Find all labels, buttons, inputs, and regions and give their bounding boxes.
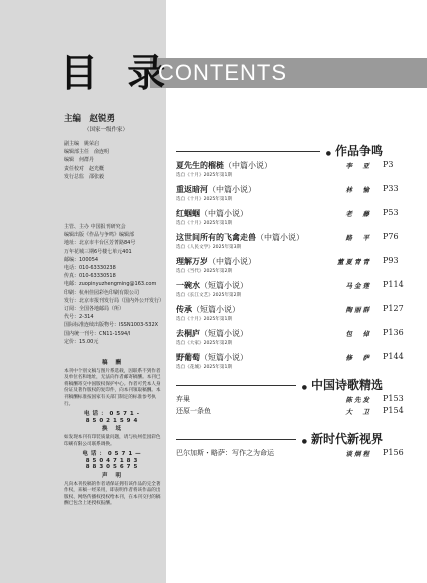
section-title-text: 新时代新视界 [310,432,383,446]
publication-line: 国内统一刊号：CN11-1594/I [64,330,131,337]
entry-title [176,328,248,339]
section-title [296,376,383,393]
entry-title [176,406,211,416]
publication-line: 邮编：100054 [64,256,99,263]
section-new-era [176,430,427,460]
entry-genre: （中篇小说） [224,161,272,170]
credit-line: 发行总监 邵张毅 [64,173,105,180]
toc-entry[interactable] [176,232,427,256]
entry-page-number: P156 [383,448,404,457]
toc-entry[interactable] [176,256,427,280]
toc-entry[interactable] [176,406,427,418]
staff-credits [64,140,109,181]
entry-source: 选自《十月》2025年第1期 [176,221,232,226]
notices [64,360,162,511]
entry-title-text: 去桐庐 [176,329,200,338]
page-title-english: CONTENTS [158,60,287,85]
section-title-text: 作品争鸣 [334,144,383,158]
entry-title-text: 红蝈蝈 [176,209,200,218]
entry-title [176,160,272,171]
entry-title-text: 重返暗河 [176,185,208,194]
chief-editor: 主编 赵锐勇 [64,114,116,124]
entry-author: 老 藤 [345,210,371,218]
entry-source: 选自《十月》2025年第1期 [176,317,232,322]
bullet-dot-icon: ● [301,384,307,391]
entry-title [176,184,256,195]
entry-page-number: P153 [383,394,404,403]
entry-title [176,208,248,219]
toc-entry[interactable] [176,208,427,232]
toc-entry[interactable] [176,352,427,376]
entry-title [176,352,248,363]
entry-page-number: P127 [383,304,404,313]
toc-entry[interactable] [176,160,427,184]
publication-line: 印刷：杭州佳园彩色印刷有限公司 [64,289,140,296]
entry-author: 大 卫 [345,408,371,416]
entry-title-text: 巴尔加斯・略萨：写作之为命运 [176,449,274,457]
section-header [176,376,427,394]
entry-title [176,394,190,404]
entry-author: 陶丽群 [345,306,371,314]
entry-title-text: 野葡萄 [176,353,200,362]
section-header [176,142,427,160]
entry-author: 马金莲 [345,282,371,290]
entry-page-number: P33 [383,184,399,193]
entry-genre: （中篇小说） [208,257,256,266]
credit-line: 编辑部主任 俞连明 [64,149,110,156]
entry-page-number: P154 [383,406,404,415]
entry-genre: （短篇小说） [200,329,248,338]
entry-genre: （中篇小说） [200,209,248,218]
publication-line: 万年花城三期6号楼七单元401 [64,248,132,255]
entry-author: 董夏青青 [337,258,371,266]
toc-entry[interactable] [176,448,427,460]
entry-page-number: P114 [383,280,404,289]
section-header [176,430,427,448]
entry-genre: （短篇小说） [200,281,248,290]
entry-author: 李 亚 [345,162,371,170]
entry-source: 选自《当代》2025年第2期 [176,269,232,274]
entry-title-text: 理解万岁 [176,257,208,266]
entry-title-text: 传承 [176,305,192,314]
entry-author: 修 萨 [345,354,371,362]
entry-source: 选自《花城》2025年第1期 [176,365,232,370]
entry-title-text: 这世间所有的飞禽走兽 [176,233,256,242]
entry-author: 林 愉 [345,186,371,194]
entry-title [176,232,304,243]
entry-genre: （中篇小说） [208,185,256,194]
notice-title: 电话：0571—85047183 88305675 [82,451,144,471]
entry-title-text: 夏先生的榴梿 [176,161,224,170]
entry-title-text: 一碗水 [176,281,200,290]
entry-source: 选自《长江文艺》2025年第2期 [176,293,242,298]
publication-line: 地址：北京市丰台区芳菁路84号 [64,240,136,247]
toc-entry[interactable] [176,304,427,328]
entry-author: 谈炯程 [345,450,371,458]
entry-title-text: 弃巢 [176,395,190,403]
toc-entry[interactable] [176,394,427,406]
notice-title: 换 坻 [102,426,124,433]
notice-text: 如发现本刊有印装质量问题，请与杭州佳园彩色印刷有限公司联系调换。 [64,434,161,447]
section-title [320,142,383,159]
toc-entry[interactable] [176,184,427,208]
publication-line: 电邮：zuopinyuzhengming@163.com [64,281,157,288]
entry-page-number: P53 [383,208,399,217]
toc-entry[interactable] [176,280,427,304]
notice-text: 凡向本刊投稿的作者请保证拥有该作品的完全著作权，来稿一经采用，即表明作者将该作品的出版权、网络传播权授权给本刊，在本刊交付的稿酬已包含上述授权报酬。 [64,481,161,507]
credit-line: 责任校对 赵光概 [64,165,105,172]
entry-author: 包 倬 [345,330,371,338]
section-chinese-poetry [176,376,427,418]
entry-source: 选自《十月》2025年第1期 [176,197,232,202]
notice-title: 声 明 [102,472,124,479]
section-title-text: 中国诗歌精选 [310,378,383,392]
publication-line: 订阅：全国各地邮局（所） [64,306,125,313]
entry-title-text: 还原一条鱼 [176,407,211,415]
entry-title [176,280,248,291]
credit-line: 副主编 姚荣启 [64,141,100,147]
notice-title: 稿 酬 [102,360,124,366]
entry-title [176,256,256,267]
publication-line: 国际标准连续出版物号：ISSN1003-532X [64,322,159,329]
entry-page-number: P93 [383,256,399,265]
notice-title: 电话：0571-85021594 [83,411,143,424]
toc-entry[interactable] [176,328,427,352]
publication-line: 定价：15.00元 [64,338,99,345]
publication-line: 发行：北京市报刊发行局（国内外公开发行） [64,297,165,304]
section-title [296,430,383,447]
bullet-dot-icon: ● [325,150,331,157]
publication-line: 电话：010-63330238 [64,265,116,272]
page-title: 目 录 [60,50,174,95]
entry-page-number: P136 [383,328,404,337]
section-works-debate [176,142,427,376]
publication-line: 编辑出版《作品与争鸣》编辑部 [64,232,135,239]
entry-genre: （短篇小说） [200,353,248,362]
entry-title [176,304,240,315]
entry-author: 路 平 [345,234,371,242]
publication-info [64,223,164,346]
bullet-dot-icon: ● [301,438,307,445]
entry-author: 陈先发 [345,396,371,404]
entry-genre: （中篇小说） [256,233,304,242]
chief-editor-title: （国家一级作家） [84,127,129,133]
entry-title [176,448,274,458]
entry-source: 选自《大家》2025年第2期 [176,341,232,346]
entry-page-number: P144 [383,352,404,361]
publication-line: 主管、主办 中国报刊研究会 [64,224,126,230]
credit-line: 编辑 何群丹 [64,157,95,164]
entry-genre: （短篇小说） [192,305,240,314]
entry-page-number: P3 [383,160,394,169]
entry-page-number: P76 [383,232,399,241]
publication-line: 传真：010-63330518 [64,273,116,280]
entry-source: 选自《人民文学》2025年第3期 [176,245,242,250]
notice-text: 本刊中个别文稿与图片系选载，因联系不到作者及单位名和地址，无法向作者邮寄稿酬。本刊已将稿酬寄交中国版权保护中心。作者可凭本人身份证及著作版权的复印件，向本刊领取稿酬。本刊稿酬标准按国家有关部门制定的标准参考执行。 [64,368,161,407]
entry-source: 选自《十月》2025年第1期 [176,173,232,178]
publication-line: 代号：2-314 [64,314,94,321]
